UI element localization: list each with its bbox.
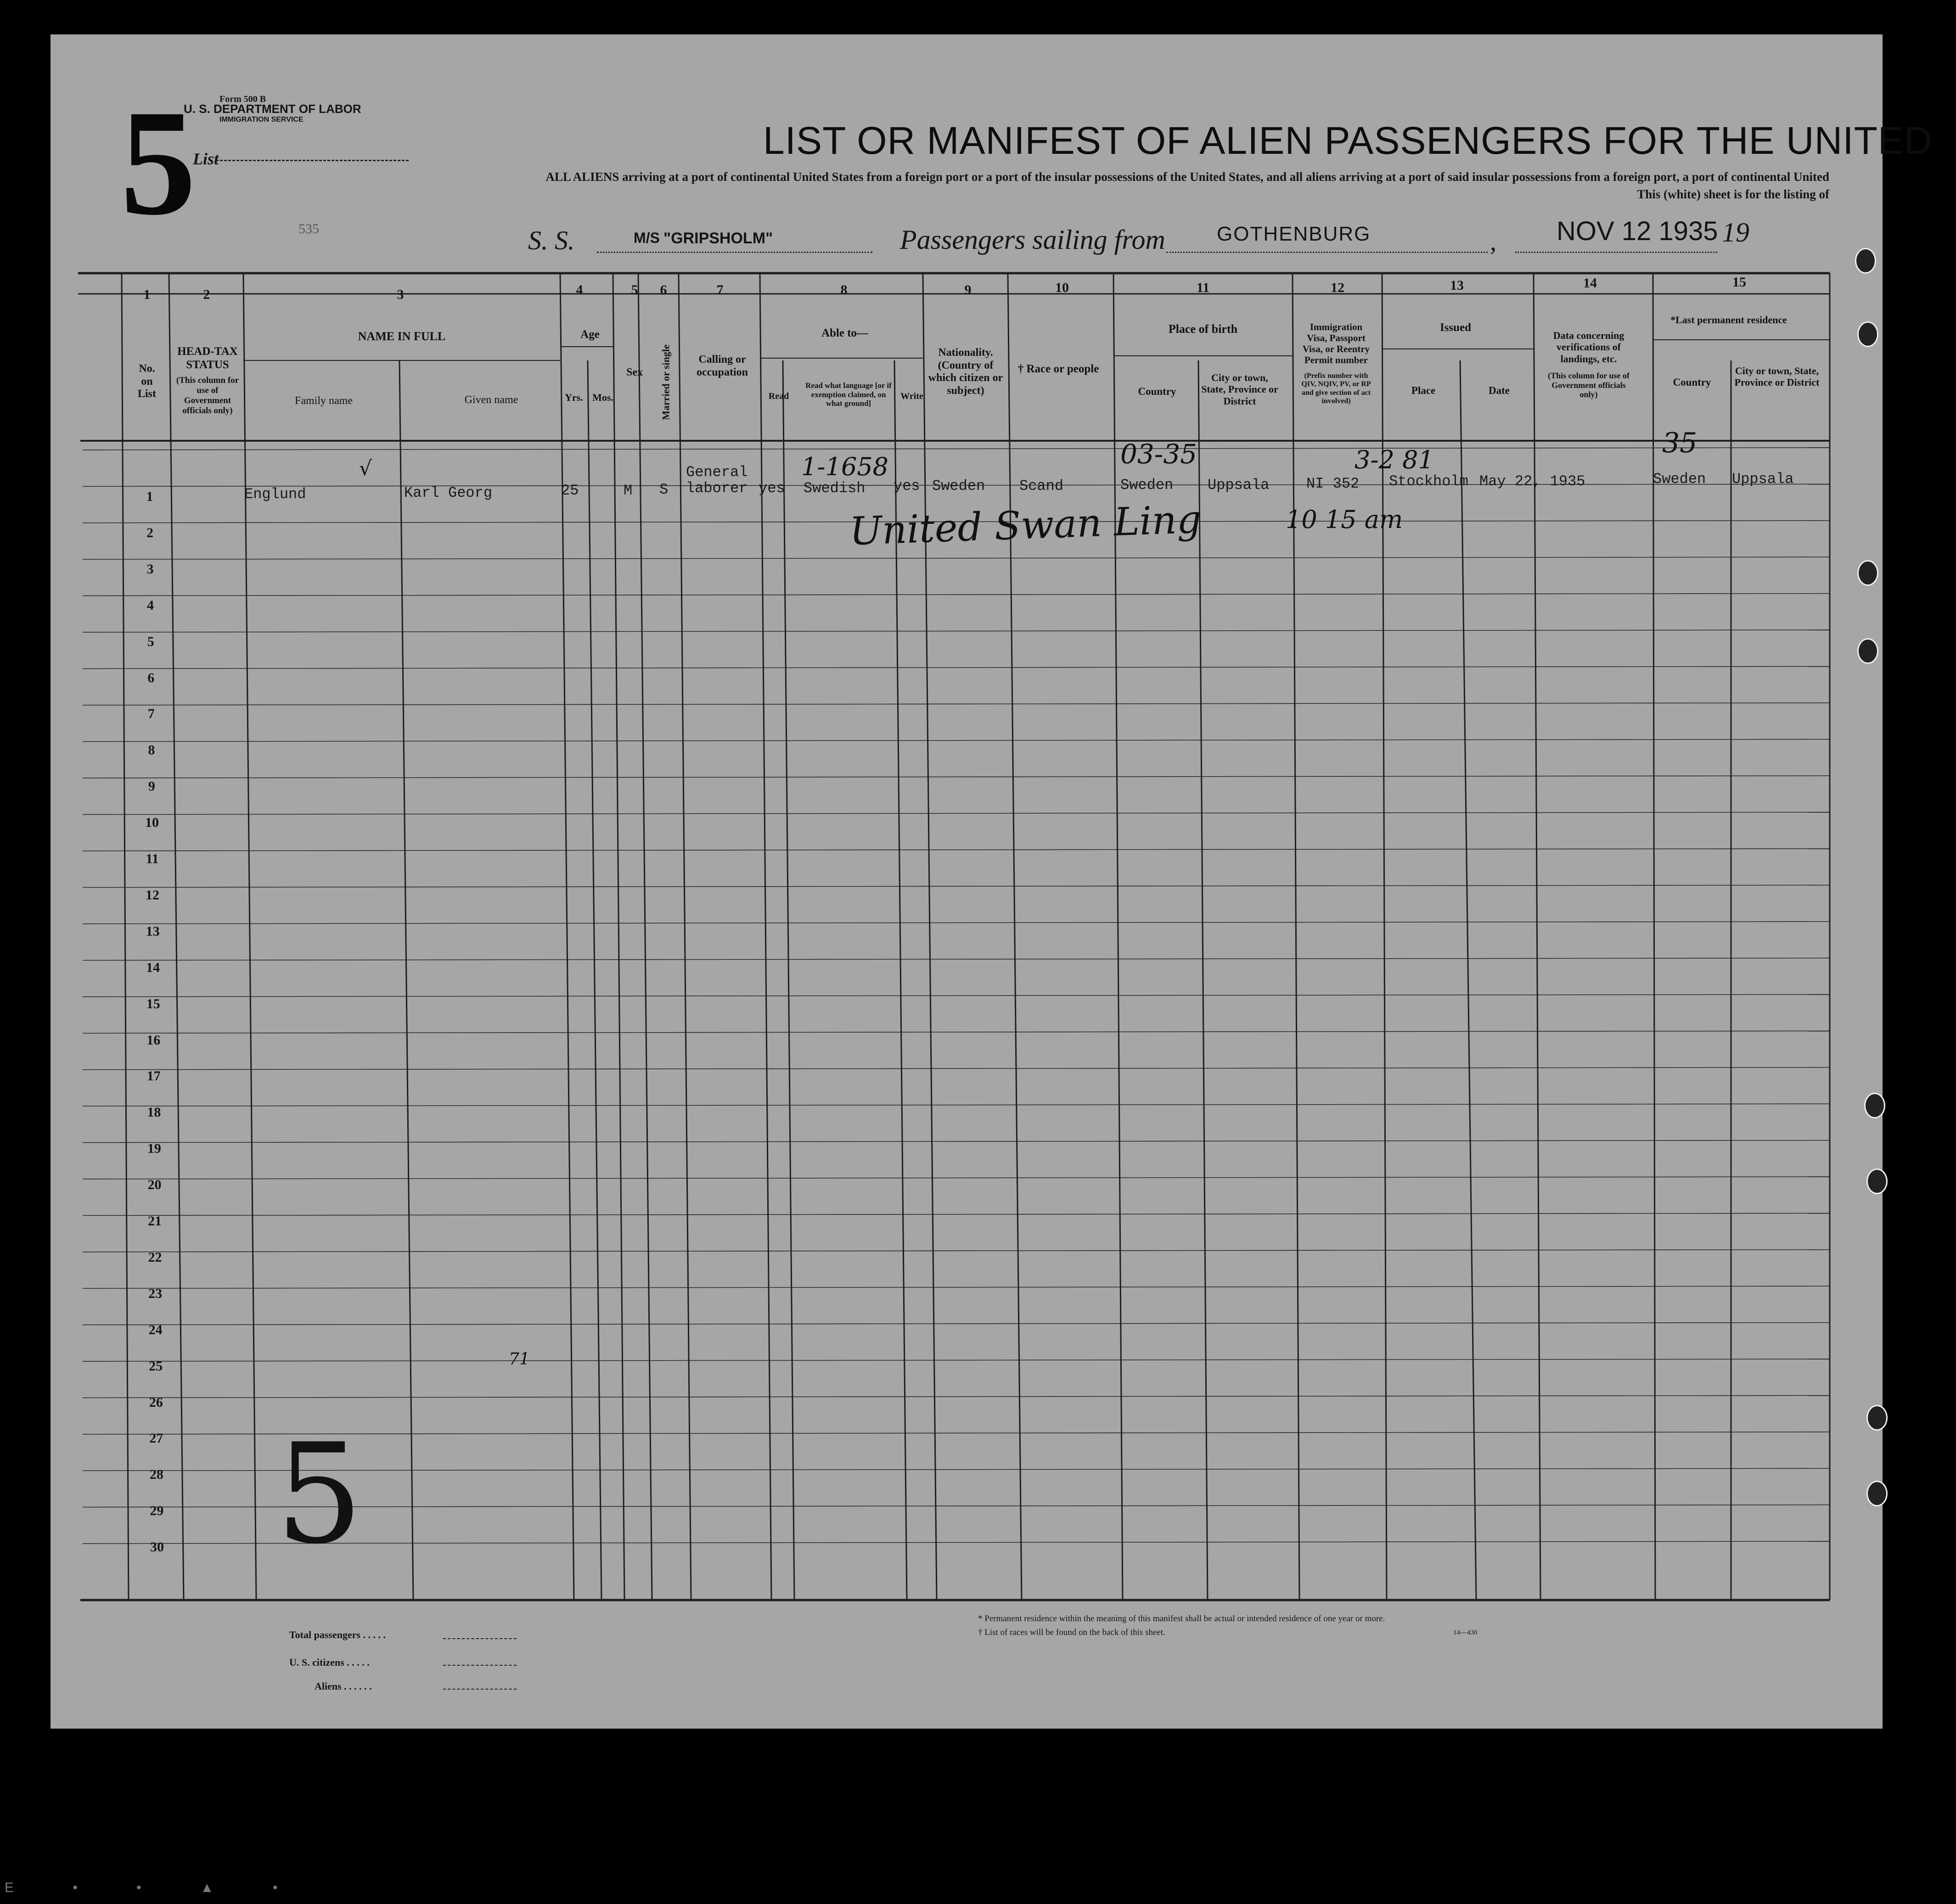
header-age: Age — [580, 328, 600, 341]
row-number: 1 — [146, 489, 153, 504]
entry-occupation-2: laborer — [686, 480, 748, 497]
row-rule — [83, 885, 1830, 887]
row-rule — [83, 1395, 1830, 1398]
column-rule — [588, 360, 601, 1600]
header-res-city: City or town, State, Province or District — [1734, 365, 1820, 388]
punch-hole — [1866, 1168, 1888, 1194]
row-number: 19 — [147, 1141, 161, 1157]
row-number: 11 — [146, 851, 159, 866]
row-number: 2 — [146, 525, 154, 540]
row-number: 28 — [149, 1467, 163, 1483]
header-race: † Race or people — [1017, 363, 1099, 375]
hand-row2-time: 10 15 am — [1286, 505, 1403, 534]
col-num-4: 4 — [576, 282, 583, 298]
row-rule — [83, 1323, 1830, 1325]
entry-issued-place: Stockholm — [1389, 473, 1468, 490]
row-number: 14 — [146, 960, 160, 975]
list-number: 5 — [120, 79, 196, 247]
row-number: 25 — [149, 1358, 163, 1374]
punch-hole — [1864, 1093, 1885, 1118]
col-num-7: 7 — [716, 282, 724, 298]
list-line — [216, 160, 409, 161]
punch-hole — [1866, 1405, 1888, 1431]
column-rule — [1113, 273, 1123, 1600]
department-label: U. S. DEPARTMENT OF LABOR — [184, 102, 361, 116]
row-number: 5 — [147, 634, 154, 649]
row-number: 10 — [145, 815, 159, 831]
ship-line — [597, 252, 872, 253]
date-line — [1515, 252, 1717, 253]
row-number: 16 — [146, 1032, 161, 1048]
hand-margin-mark: 71 — [509, 1350, 530, 1369]
footnote-residence: * Permanent residence within the meaning of this manifest shall be actual or intended residence of one year or more. — [978, 1614, 1385, 1623]
row-number: 20 — [147, 1177, 162, 1193]
punch-hole — [1910, 248, 1935, 273]
row-number: 17 — [146, 1068, 161, 1084]
column-rule — [243, 273, 256, 1600]
row-rule — [83, 666, 1830, 668]
row-rule — [83, 1177, 1830, 1179]
column-rule — [760, 273, 771, 1600]
sailing-date: NOV 12 1935 — [1557, 216, 1718, 246]
punch-hole — [1915, 1168, 1939, 1193]
header-able-to: Able to— — [821, 327, 869, 339]
hand-visa-note: 3-2 81 — [1355, 445, 1434, 474]
row-number: 29 — [150, 1503, 164, 1519]
row-rule — [83, 1140, 1830, 1143]
col-num-9: 9 — [964, 282, 972, 298]
column-rule — [1293, 273, 1299, 1600]
header-yrs: Yrs. — [565, 392, 583, 403]
comma-1: , — [1490, 228, 1496, 256]
column-rule — [560, 273, 574, 1600]
header-head-tax: HEAD-TAX STATUS — [177, 345, 238, 371]
punch-hole — [1915, 1481, 1939, 1505]
departure-port: GOTHENBURG — [1217, 223, 1371, 245]
hand-residence-note: 35 — [1662, 427, 1697, 459]
footer-total-passengers: Total passengers . . . . . — [289, 1629, 386, 1640]
entry-res-country: Sweden — [1653, 471, 1706, 488]
col-num-11: 11 — [1196, 280, 1210, 295]
entry-family-name: Englund — [244, 486, 306, 503]
sailing-label: Passengers sailing from — [900, 225, 1165, 255]
row-number: 7 — [147, 706, 155, 722]
header-calling: Calling or occupation — [696, 354, 748, 378]
header-place-of-birth: Place of birth — [1168, 322, 1238, 336]
col-num-3: 3 — [397, 287, 404, 302]
col-num-12: 12 — [1331, 280, 1344, 295]
manifest-subtitle-2: This (white) sheet is for the listing of — [1637, 187, 1829, 201]
column-rule — [399, 360, 413, 1600]
row-rule — [83, 1031, 1830, 1033]
row-number: 9 — [148, 779, 155, 794]
list-label: List — [193, 150, 219, 168]
entry-language: Swedish — [804, 480, 866, 497]
entry-nationality: Sweden — [932, 477, 985, 494]
service-label: IMMIGRATION SERVICE — [219, 116, 304, 124]
row-rule — [83, 739, 1830, 741]
header-write: Write — [900, 391, 923, 401]
port-line — [1166, 252, 1488, 253]
punch-hole — [1915, 1405, 1939, 1430]
header-issued-place: Place — [1411, 385, 1436, 396]
manifest-title: LIST OR MANIFEST OF ALIEN PASSENGERS FOR THE UNITED — [763, 119, 1933, 162]
header-birth-city: City or town, State, Province or District — [1201, 372, 1278, 407]
footer-aliens-line — [443, 1689, 517, 1690]
column-rule — [1534, 273, 1540, 1600]
column-rule — [638, 273, 652, 1600]
row-rule — [83, 994, 1830, 997]
row-rule — [83, 812, 1830, 814]
row-rule — [83, 557, 1830, 559]
punch-hole — [1857, 638, 1878, 664]
row-number: 6 — [147, 670, 155, 685]
row-rule — [83, 630, 1830, 632]
row-number: 18 — [147, 1105, 161, 1120]
column-rule — [1460, 360, 1476, 1600]
col-num-13: 13 — [1450, 278, 1464, 293]
row-rule — [83, 1067, 1830, 1070]
row-rule — [83, 703, 1830, 705]
row-number: 13 — [146, 923, 160, 939]
entry-birth-city: Uppsala — [1208, 477, 1270, 494]
row-rule — [83, 1250, 1830, 1252]
entry-birth-country: Sweden — [1120, 477, 1174, 494]
row-rule — [83, 776, 1830, 778]
col-num-8: 8 — [840, 282, 848, 298]
header-name-in-full: NAME IN FULL — [358, 330, 446, 343]
row-number: 4 — [147, 597, 154, 613]
bottom-edge-marks: E • • ▲ • — [5, 1880, 305, 1895]
hand-read-note: 1-1658 — [801, 452, 889, 481]
footer-us-citizens: U. S. citizens . . . . . — [289, 1657, 370, 1668]
row-number: 30 — [150, 1539, 164, 1555]
row-rule — [83, 1359, 1830, 1361]
entry-sex: M — [624, 482, 633, 499]
hand-row2-note: United Swan Ling — [849, 496, 1203, 554]
header-visa: Immigration Visa, Passport Visa, or Reentry Permit number — [1302, 321, 1370, 366]
column-rule — [122, 273, 129, 1600]
row-number: 26 — [149, 1394, 163, 1410]
row-rule — [83, 1213, 1830, 1215]
ship-name: "GRIPSHOLM" — [663, 230, 773, 247]
header-issued-date: Date — [1489, 385, 1510, 396]
entry-given-name: Karl Georg — [404, 484, 493, 501]
year-prefix: 19 — [1722, 217, 1749, 247]
col-num-2: 2 — [203, 287, 210, 302]
punch-hole — [1857, 560, 1878, 586]
header-given-name: Given name — [464, 394, 518, 406]
column-rule — [923, 273, 937, 1600]
col-num-5: 5 — [631, 282, 638, 298]
header-mos: Mos. — [592, 392, 613, 403]
header-no-on-list: No. on List — [137, 363, 156, 400]
hand-birth-note: 03-35 — [1120, 438, 1197, 470]
row-rule — [83, 958, 1830, 960]
row-number: 12 — [146, 887, 160, 903]
header-married: Married or single — [660, 344, 672, 420]
header-birth-country: Country — [1138, 386, 1176, 397]
entry-occupation-1: General — [686, 464, 748, 481]
form-number: Form 500 B — [219, 94, 266, 104]
punch-hole — [1910, 638, 1935, 663]
column-rule — [783, 360, 794, 1600]
row-number: 23 — [148, 1286, 163, 1301]
row-rule — [83, 448, 1830, 450]
footer-total-line — [443, 1638, 517, 1639]
row-number: 15 — [146, 996, 160, 1011]
entry-issued-date: May 22, 1935 — [1479, 473, 1585, 490]
header-read-language: Read what language [or if exemption claimed, on what ground] — [805, 381, 892, 408]
ship-prefix: M/S — [634, 230, 660, 246]
footer-form-code: 14—430 — [1453, 1629, 1478, 1636]
col-num-14: 14 — [1583, 275, 1597, 291]
row-number: 24 — [148, 1322, 163, 1337]
header-res-country: Country — [1673, 376, 1711, 388]
entry-write: yes — [894, 477, 920, 494]
punch-hole — [1857, 321, 1878, 347]
header-visa-note: (Prefix number with QIV, NQIV, PV, or RP and give section of act involved) — [1301, 372, 1371, 405]
entry-age-yrs: 25 — [561, 482, 579, 499]
entry-res-city: Uppsala — [1732, 471, 1794, 488]
header-issued: Issued — [1439, 321, 1472, 334]
row-number: 27 — [149, 1431, 163, 1446]
col-num-1: 1 — [143, 287, 151, 302]
header-sex: Sex — [626, 366, 643, 378]
hand-big-number: 5 — [275, 1414, 363, 1574]
header-nationality: Nationality. (Country of which citizen or subject) — [928, 347, 1003, 397]
punch-hole — [1915, 1093, 1939, 1118]
entry-race: Scand — [1019, 477, 1064, 494]
header-read: Read — [768, 391, 789, 401]
header-head-tax-note: (This column for use of Government officials only) — [176, 376, 239, 416]
footer-aliens: Aliens . . . . . . — [315, 1680, 372, 1692]
punch-hole — [1910, 321, 1935, 346]
entry-read: yes — [759, 480, 785, 497]
row-number: 21 — [148, 1213, 162, 1229]
punch-hole — [1910, 560, 1935, 585]
ss-label: S. S. — [528, 225, 575, 255]
entry-visa: NI 352 — [1306, 475, 1360, 492]
stamp-mark: 535 — [298, 221, 319, 236]
footer-us-line — [443, 1665, 517, 1666]
column-rule — [613, 273, 624, 1600]
column-rule — [1198, 360, 1208, 1600]
header-family-name: Family name — [295, 395, 353, 407]
footnote-races: † List of races will be found on the back of this sheet. — [978, 1628, 1165, 1637]
header-last-residence: *Last permanent residence — [1670, 314, 1787, 326]
hand-check-mark: √ — [359, 457, 372, 480]
entry-marital: S — [659, 481, 669, 498]
row-rule — [83, 594, 1830, 596]
header-landing-note: (This column for use of Government officials only) — [1548, 371, 1630, 399]
row-rule — [83, 1104, 1830, 1106]
punch-hole — [1855, 248, 1876, 274]
punch-hole — [1866, 1481, 1888, 1506]
row-rule — [83, 1286, 1830, 1288]
row-number: 8 — [148, 742, 155, 758]
col-num-15: 15 — [1732, 275, 1746, 290]
row-rule — [83, 848, 1830, 851]
row-rule — [83, 921, 1830, 924]
row-number: 22 — [148, 1249, 162, 1265]
column-rule — [1008, 273, 1022, 1600]
col-num-6: 6 — [660, 282, 667, 298]
manifest-subtitle: ALL ALIENS arriving at a port of continental United States from a foreign port or a port of the insular possessions of the United States, and all aliens arriving at a port of said insular possessions from a foreign port, a port of continental United — [545, 170, 1829, 184]
row-number: 3 — [146, 561, 154, 577]
col-num-10: 10 — [1055, 280, 1069, 295]
header-landing-data: Data concerning verifications of landings, etc. — [1553, 330, 1624, 365]
